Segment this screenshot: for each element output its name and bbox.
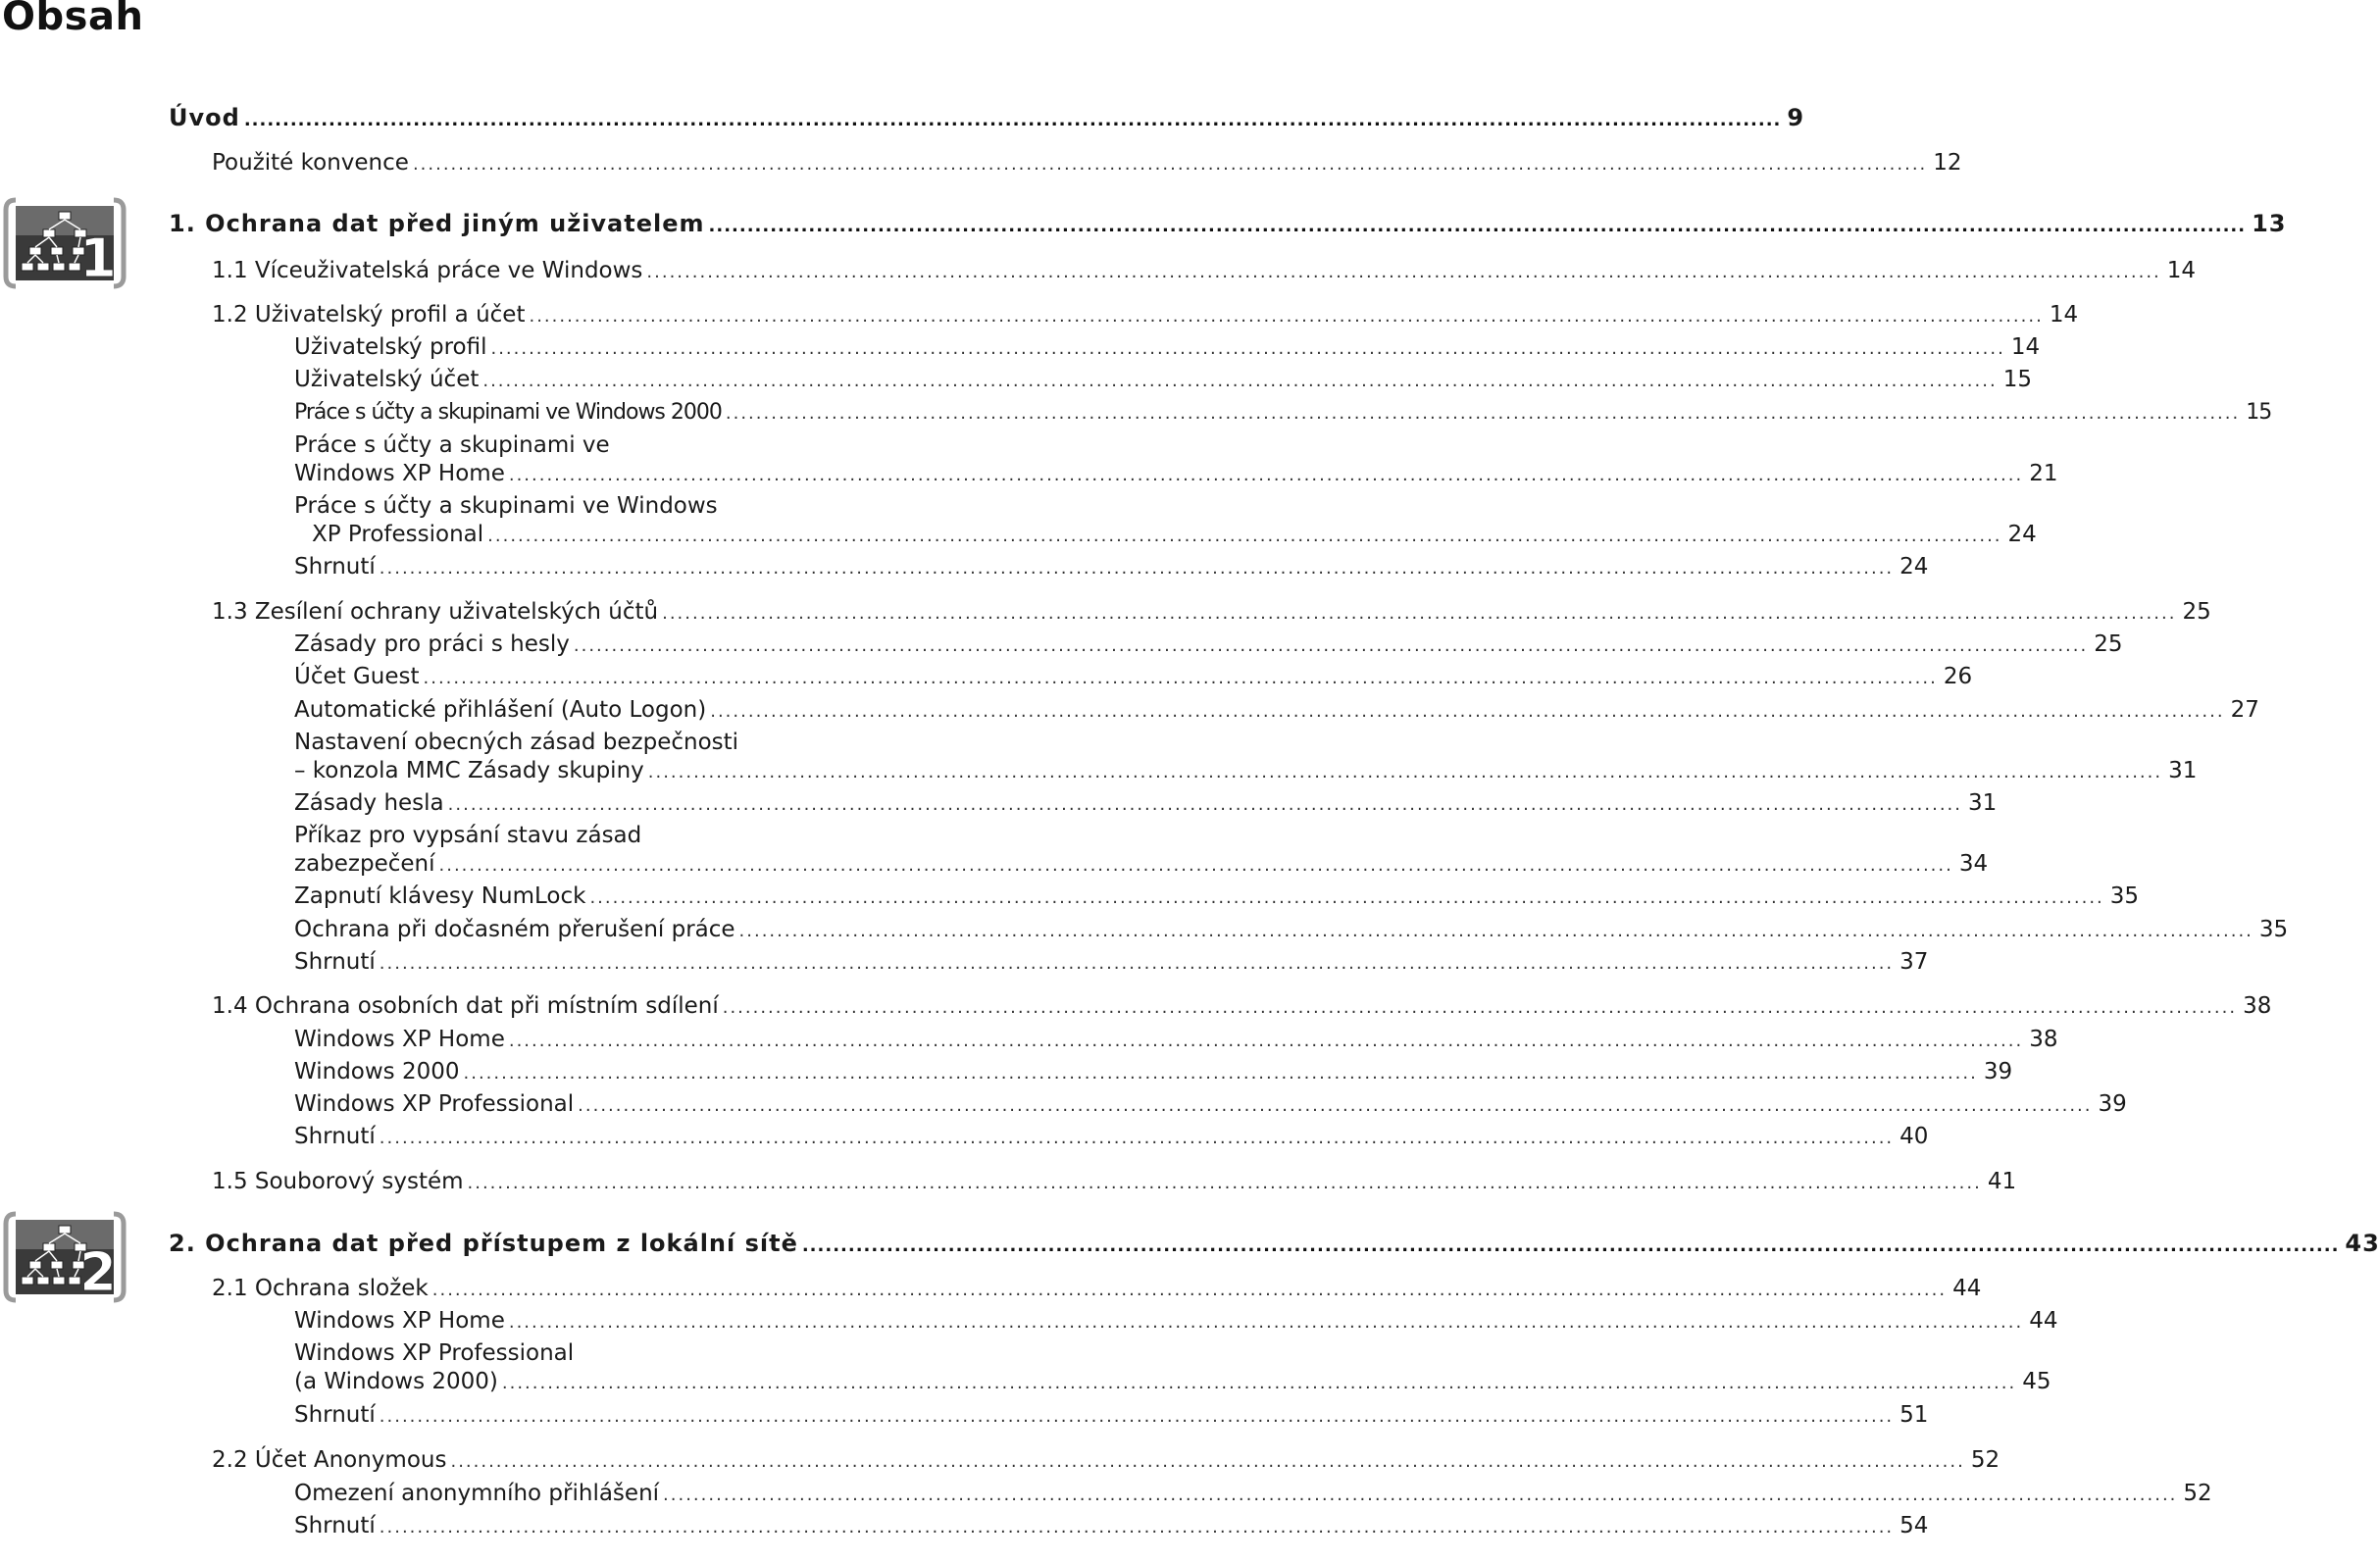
dot-leader: ........................................................................................................................................................................................................ [573, 635, 2089, 656]
toc-chapter[interactable] [169, 210, 2287, 240]
toc-entry-label: Zásady pro práci s hesly [294, 631, 570, 657]
dot-leader: ........................................................................................................................................................................................................ [447, 794, 1962, 815]
toc-page-number: 45 [2022, 1369, 2051, 1394]
toc-section[interactable] [212, 992, 2272, 1022]
toc-entry-label: Shrnutí [294, 1513, 376, 1538]
toc-entry-label: 1. Ochrana dat před jiným uživatelem [169, 210, 705, 237]
toc-subsection[interactable] [294, 1512, 1929, 1541]
toc-page-number: 13 [2252, 210, 2287, 237]
dot-leader: ........................................................................................................................................................................................................ [450, 1451, 1965, 1472]
toc-page-number: 52 [2183, 1481, 2212, 1506]
toc-subsection[interactable] [294, 431, 2058, 489]
toc-page-number: 14 [2049, 302, 2079, 328]
toc-entry-label: Shrnutí [294, 949, 376, 975]
toc-entry-label: Windows XP Professional [294, 1091, 575, 1117]
toc-chapter[interactable] [169, 1230, 2380, 1260]
toc-section[interactable] [212, 301, 2079, 330]
toc-page-number: 27 [2230, 697, 2259, 723]
toc-entry-label: Windows XP Home [294, 461, 505, 486]
toc-subsection[interactable] [294, 948, 1929, 978]
toc-page-number: 26 [1943, 664, 1973, 689]
dot-leader: ........................................................................................................................................................................................................ [463, 1063, 1978, 1084]
dot-leader: ........................................................................................................................................................................................................ [431, 1280, 1948, 1300]
toc-subsection[interactable] [294, 1123, 1929, 1152]
toc-section[interactable] [212, 1446, 2000, 1476]
toc-subsection[interactable] [294, 630, 2123, 660]
dot-leader: ........................................................................................................................................................................................................ [243, 110, 1782, 130]
dot-leader: ........................................................................................................................................................................................................ [710, 701, 2225, 722]
toc-page-number: 54 [1899, 1513, 1929, 1538]
dot-leader: ........................................................................................................................................................................................................ [379, 953, 1895, 974]
toc-page-number: 37 [1899, 949, 1929, 975]
dot-leader: ........................................................................................................................................................................................................ [646, 262, 2161, 282]
toc-entry-label: Shrnutí [294, 554, 376, 580]
toc-entry-label: Automatické přihlášení (Auto Logon) [294, 697, 707, 723]
toc-entry-label-line: Práce s účty a skupinami ve Windows [294, 493, 718, 519]
dot-leader: ........................................................................................................................................................................................................ [801, 1235, 2340, 1256]
toc-subsection[interactable] [294, 729, 2198, 786]
toc-page-number: 14 [2010, 334, 2041, 360]
toc-entry-label: Použité konvence [212, 150, 409, 176]
toc-subsection[interactable] [294, 663, 1973, 692]
dot-leader: ........................................................................................................................................................................................................ [662, 603, 2177, 624]
toc-entry-label: – konzola MMC Zásady skupiny [294, 758, 644, 783]
toc-subsection[interactable] [294, 333, 2041, 363]
toc-entry-label: 2.1 Ochrana složek [212, 1276, 429, 1301]
toc-page-number: 34 [1958, 851, 1989, 877]
toc-subsection[interactable] [294, 1401, 1929, 1431]
toc-page-number: 40 [1899, 1124, 1929, 1149]
toc-page-number: 38 [2029, 1027, 2058, 1052]
toc-subsection[interactable] [294, 822, 1989, 880]
toc-page-number: 14 [2166, 258, 2197, 283]
dot-leader: ........................................................................................................................................................................................................ [508, 1312, 2024, 1333]
toc-entry-label: 1.3 Zesílení ochrany uživatelských účtů [212, 599, 659, 625]
dot-leader: ........................................................................................................................................................................................................ [722, 997, 2238, 1018]
toc-page-number: 9 [1787, 104, 1805, 131]
dot-leader: ........................................................................................................................................................................................................ [423, 668, 1938, 688]
toc-section[interactable] [212, 149, 1962, 178]
toc-page-number: 25 [2182, 599, 2211, 625]
toc-subsection[interactable] [294, 398, 2272, 428]
chapter-2-number: 2 [79, 1241, 117, 1303]
toc-subsection[interactable] [294, 789, 1998, 819]
toc-page-number: 25 [2094, 631, 2123, 657]
page-title: Obsah [2, 0, 144, 39]
toc-page-number: 52 [1970, 1447, 2000, 1473]
toc-entry-label: 1.4 Ochrana osobních dat při místním sdílení [212, 993, 719, 1019]
toc-entry-label: Windows 2000 [294, 1059, 460, 1084]
toc-page-number: 44 [2029, 1308, 2058, 1334]
toc-page-number: 12 [1933, 150, 1962, 176]
toc-page-number: 38 [2243, 993, 2272, 1019]
dot-leader: ........................................................................................................................................................................................................ [438, 855, 1953, 876]
toc-entry-label: 2. Ochrana dat před přístupem z lokální sítě [169, 1230, 798, 1257]
dot-leader: ........................................................................................................................................................................................................ [379, 558, 1895, 579]
toc-subsection[interactable] [294, 1058, 2013, 1087]
toc-entry-label: XP Professional [312, 522, 484, 547]
dot-leader: ........................................................................................................................................................................................................ [725, 403, 2241, 424]
toc-subsection[interactable] [294, 1090, 2127, 1120]
toc-entry-label: Zapnutí klávesy NumLock [294, 883, 586, 909]
toc-entry-label-line: Nastavení obecných zásad bezpečnosti [294, 730, 739, 755]
toc-entry-label: zabezpečení [294, 851, 435, 877]
toc-entry-label: Windows XP Home [294, 1308, 505, 1334]
dot-leader: ........................................................................................................................................................................................................ [529, 306, 2044, 327]
toc-page-number: 35 [2109, 883, 2140, 909]
dot-leader: ........................................................................................................................................................................................................ [663, 1485, 2178, 1505]
toc-entry-label: 1.1 Víceuživatelská práce ve Windows [212, 258, 643, 283]
toc-entry-label: Uživatelský účet [294, 367, 480, 392]
toc-subsection[interactable] [294, 553, 1929, 582]
toc-subsection[interactable] [294, 1339, 2051, 1397]
dot-leader: ........................................................................................................................................................................................................ [379, 1128, 1895, 1148]
toc-page-number: 41 [1987, 1169, 2017, 1194]
toc-page-number: 31 [2168, 758, 2198, 783]
dot-leader: ........................................................................................................................................................................................................ [379, 1517, 1895, 1538]
toc-entry-label: Účet Guest [294, 664, 420, 689]
toc-entry-label: Windows XP Home [294, 1027, 505, 1052]
toc-subsection[interactable] [294, 1480, 2212, 1509]
dot-leader: ........................................................................................................................................................................................................ [738, 921, 2253, 941]
toc-entry-label: 2.2 Účet Anonymous [212, 1447, 447, 1473]
toc-entry-label: (a Windows 2000) [294, 1369, 498, 1394]
toc-page-number: 35 [2258, 917, 2289, 942]
dot-leader: ........................................................................................................................................................................................................ [578, 1095, 2093, 1116]
toc-page-number: 31 [1968, 790, 1998, 816]
dot-leader: ........................................................................................................................................................................................................ [647, 762, 2163, 782]
toc-entry-label: Uživatelský profil [294, 334, 487, 360]
chapter-1-number: 1 [79, 227, 117, 289]
toc-subsection[interactable] [294, 492, 2037, 550]
dot-leader: ........................................................................................................................................................................................................ [467, 1173, 1982, 1193]
dot-leader: ........................................................................................................................................................................................................ [487, 526, 2002, 546]
dot-leader: ........................................................................................................................................................................................................ [589, 887, 2104, 908]
toc-entry-label: Omezení anonymního přihlášení [294, 1481, 660, 1506]
toc-entry-label: Shrnutí [294, 1124, 376, 1149]
dot-leader: ........................................................................................................................................................................................................ [508, 1031, 2024, 1051]
toc-page-number: 39 [1983, 1059, 2013, 1084]
toc-page-number: 44 [1952, 1276, 1982, 1301]
dot-leader: ........................................................................................................................................................................................................ [708, 216, 2247, 236]
toc-entry-label-line: Příkaz pro vypsání stavu zásad [294, 823, 642, 848]
toc-entry-label: 1.5 Souborový systém [212, 1169, 464, 1194]
toc-entry-label: 1.2 Uživatelský profil a účet [212, 302, 526, 328]
toc-subsection[interactable] [294, 366, 2032, 395]
dot-leader: ........................................................................................................................................................................................................ [508, 465, 2024, 485]
toc-entry-label: Zásady hesla [294, 790, 444, 816]
dot-leader: ........................................................................................................................................................................................................ [490, 338, 2005, 359]
toc-entry-label: Úvod [169, 104, 240, 131]
toc-page-number: 24 [1899, 554, 1929, 580]
toc-page-number: 15 [2246, 400, 2272, 425]
toc-subsection[interactable] [294, 1026, 2058, 1055]
toc-entry-label: Práce s účty a skupinami ve Windows 2000 [294, 400, 722, 425]
toc-section[interactable] [212, 257, 2197, 286]
toc-section[interactable] [212, 1275, 1982, 1304]
dot-leader: ........................................................................................................................................................................................................ [501, 1373, 2017, 1393]
toc-subsection[interactable] [294, 882, 2140, 912]
toc-subsection[interactable] [294, 916, 2289, 945]
toc-section[interactable] [212, 1168, 2017, 1197]
toc-page-number: 15 [2002, 367, 2032, 392]
toc-chapter[interactable] [169, 104, 1805, 134]
toc-subsection[interactable] [294, 1307, 2058, 1336]
toc-entry-label: Ochrana při dočasném přerušení práce [294, 917, 735, 942]
toc-page-number: 43 [2345, 1230, 2380, 1257]
toc-entry-label-line: Windows XP Professional [294, 1340, 575, 1366]
toc-page-number: 21 [2029, 461, 2058, 486]
toc-entry-label: Shrnutí [294, 1402, 376, 1428]
toc-subsection[interactable] [294, 696, 2259, 726]
toc-page-number: 51 [1899, 1402, 1929, 1428]
toc-entry-label-line: Práce s účty a skupinami ve [294, 432, 610, 458]
dot-leader: ........................................................................................................................................................................................................ [482, 371, 1998, 391]
toc-section[interactable] [212, 598, 2211, 628]
dot-leader: ........................................................................................................................................................................................................ [379, 1406, 1895, 1427]
toc-page-number: 39 [2098, 1091, 2127, 1117]
dot-leader: ........................................................................................................................................................................................................ [412, 154, 1928, 175]
toc-page-number: 24 [2007, 522, 2037, 547]
